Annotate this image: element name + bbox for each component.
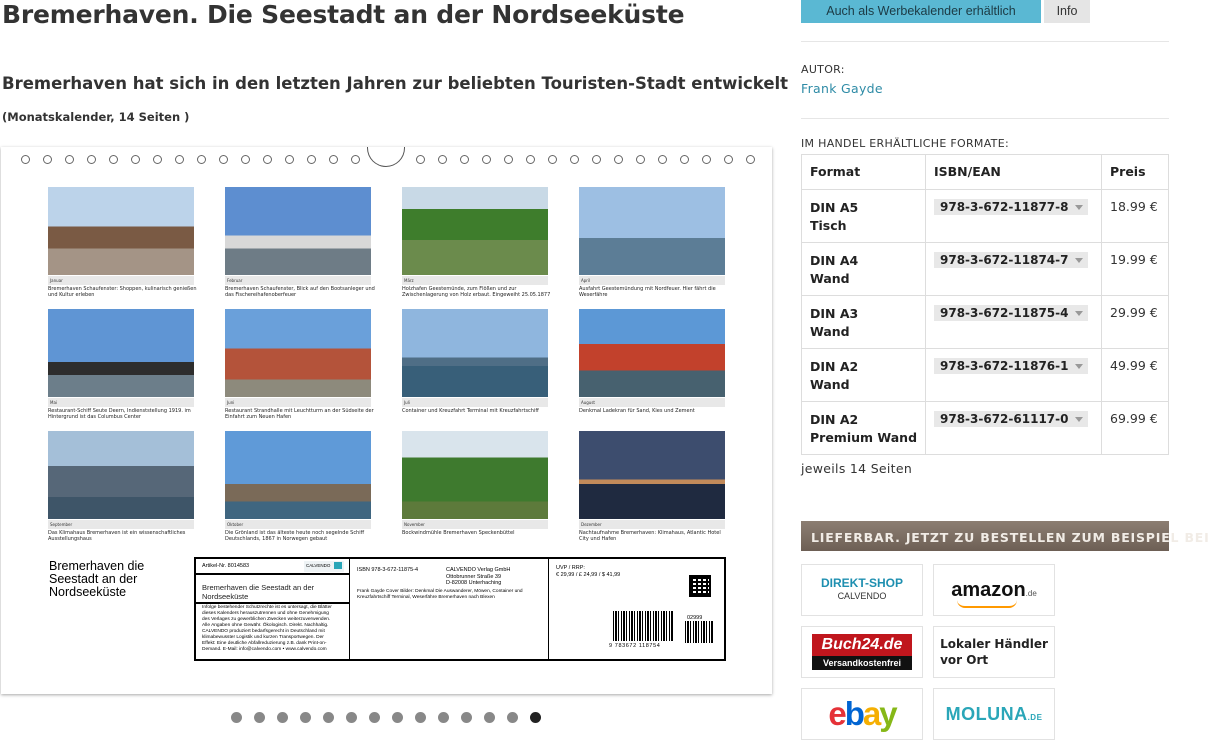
chevron-down-icon xyxy=(1075,417,1083,422)
month-caption: Bremerhaven Schaufenster, Blick auf den Bootsanleger und das Fischereihafenoberfeuer xyxy=(225,286,375,298)
chevron-down-icon xyxy=(1075,364,1083,369)
product-format-line: (Monatskalender, 14 Seiten ) xyxy=(2,110,190,124)
ebay-letter: a xyxy=(862,695,880,732)
price-cell: 29.99 € xyxy=(1102,296,1169,349)
binding-ring-icon xyxy=(526,155,535,164)
binding-ring-icon xyxy=(504,155,513,164)
month-caption: Denkmal Ladekran für Sand, Kies und Zement xyxy=(579,408,695,414)
pagination-dot[interactable] xyxy=(300,712,311,723)
month-date-strip: Januar xyxy=(48,276,194,285)
calendar-month-juli xyxy=(402,309,550,414)
binding-ring-icon xyxy=(351,155,360,164)
pagination-dot[interactable] xyxy=(461,712,472,723)
pagination-dot[interactable] xyxy=(369,712,380,723)
binding-ring-icon xyxy=(21,155,30,164)
binding-ring-icon xyxy=(175,155,184,164)
binding-ring-icon xyxy=(43,155,52,164)
month-caption: Das Klimahaus Bremerhaven ist ein wissenschaftliches Ausstellungshaus xyxy=(48,530,186,542)
info-button[interactable]: Info xyxy=(1044,0,1090,23)
chevron-down-icon xyxy=(1075,205,1083,210)
binding-ring-icon xyxy=(592,155,601,164)
back-code-small: 02999 xyxy=(687,615,703,621)
calendar-preview-image[interactable] xyxy=(1,147,772,694)
month-photo-harbor-tower xyxy=(225,187,371,275)
shop-direkt-calvendo[interactable] xyxy=(801,564,923,616)
calendar-month-dezember xyxy=(579,431,727,542)
binding-ring-icon xyxy=(109,155,118,164)
pagination-dot[interactable] xyxy=(323,712,334,723)
header-isbn: ISBN/EAN xyxy=(926,155,1102,190)
calendar-cover-title: Bremerhaven die Seestadt an der Nordseeküste xyxy=(49,559,145,599)
format-cell xyxy=(802,243,926,296)
month-caption: Container und Kreuzfahrt Terminal mit Kreuzfahrtschiff xyxy=(402,408,539,414)
binding-ring-icon xyxy=(285,155,294,164)
month-photo-windmill xyxy=(402,431,548,519)
calendar-back-publisher-box xyxy=(350,557,550,661)
author-label: AUTOR: xyxy=(801,63,845,76)
isbn-dropdown[interactable]: 978-3-672-61117-0 xyxy=(934,411,1088,427)
formats-table xyxy=(801,154,1169,455)
isbn-dropdown[interactable]: 978-3-672-11875-4 xyxy=(934,305,1088,321)
direkt-shop-sub: CALVENDO xyxy=(837,591,887,601)
pagination-dot[interactable] xyxy=(346,712,357,723)
back-publisher: CALVENDO Verlag GmbH Ottobrunner Straße 39 D-82008 Unterhaching xyxy=(446,567,511,586)
isbn-dropdown[interactable]: 978-3-672-11876-1 xyxy=(934,358,1088,374)
binding-ring-icon xyxy=(263,155,272,164)
isbn-dropdown[interactable]: 978-3-672-11877-8 xyxy=(934,199,1088,215)
month-date-strip: Dezember xyxy=(579,520,725,529)
calendar-month-oktober xyxy=(225,431,373,542)
divider xyxy=(801,41,1169,42)
month-date-strip: September xyxy=(48,520,194,529)
shop-buch24[interactable] xyxy=(801,626,923,678)
format-row xyxy=(802,190,1169,243)
format-name: DIN A2 Wand xyxy=(810,359,859,392)
price-cell: 19.99 € xyxy=(1102,243,1169,296)
amazon-logo xyxy=(951,579,1037,602)
isbn-cell xyxy=(926,296,1102,349)
binding-ring-icon xyxy=(680,155,689,164)
back-credits: Frank Gayde Cover Bilder: Denkmal Die Auswanderer, Möwen, Container und Kreuzfahrtschiff Terminal, Weserfähre Bremerhaven nach Blexen xyxy=(357,589,523,600)
calendar-month-mai xyxy=(48,309,196,420)
back-isbn: ISBN 978-3-672-11875-4 xyxy=(357,567,419,573)
shop-lokaler-haendler[interactable] xyxy=(933,626,1055,678)
formats-label: IM HANDEL ERHÄLTLICHE FORMATE: xyxy=(801,137,1009,150)
calendar-month-juni xyxy=(225,309,373,420)
month-date-strip: Juni xyxy=(225,398,371,407)
chevron-down-icon xyxy=(1075,258,1083,263)
month-caption: Bremerhaven Schaufenster: Shoppen, kulinarisch genießen und Kultur erleben xyxy=(48,286,197,298)
format-name: DIN A2 Premium Wand xyxy=(810,412,918,445)
calvendo-logo-text: CALVENDO xyxy=(306,563,331,568)
pagination-dot[interactable] xyxy=(530,712,541,723)
formats-table-header xyxy=(802,155,1169,190)
month-caption: Die Grönland ist das älteste heute noch segelnde Schiff Deutschlands, 1867 in Norwegen gebaut xyxy=(225,530,365,542)
calendar-month-november xyxy=(402,431,550,536)
calendar-month-januar xyxy=(48,187,196,298)
month-date-strip: Oktober xyxy=(225,520,371,529)
month-date-strip: November xyxy=(402,520,548,529)
article-number: Artikel-Nr. 8014583 xyxy=(202,563,250,569)
amazon-smile-icon xyxy=(957,600,1017,608)
isbn-cell xyxy=(926,243,1102,296)
pagination-dot[interactable] xyxy=(392,712,403,723)
ebay-letter: b xyxy=(844,695,863,732)
calvendo-logo-mark xyxy=(334,562,342,569)
binding-ring-icon xyxy=(219,155,228,164)
pages-note: jeweils 14 Seiten xyxy=(801,461,913,476)
binding-ring-icon xyxy=(307,155,316,164)
month-caption: Bockwindmühle Bremerhaven Speckenbüttel xyxy=(402,530,515,536)
moluna-label: MOLUNA xyxy=(945,703,1028,724)
month-photo-night xyxy=(579,431,725,519)
werbekalender-button[interactable]: Auch als Werbekalender erhältlich xyxy=(801,0,1041,23)
binding-ring-icon xyxy=(87,155,96,164)
format-cell xyxy=(802,349,926,402)
buch24-logo xyxy=(812,634,912,670)
binding-ring-icon xyxy=(658,155,667,164)
binding-ring-icon xyxy=(570,155,579,164)
pagination-dot[interactable] xyxy=(254,712,265,723)
month-photo-container xyxy=(402,309,548,397)
month-date-strip: April xyxy=(579,276,725,285)
month-photo-park-lake xyxy=(402,187,548,275)
binding-ring-icon xyxy=(65,155,74,164)
month-caption: Restaurant Strandhalle mit Leuchtturm an der Südseite der Einfahrt zum Neuen Hafen xyxy=(225,408,374,420)
month-photo-promenade xyxy=(48,187,194,275)
shop-ebay[interactable] xyxy=(801,688,923,740)
pagination-dot[interactable] xyxy=(231,712,242,723)
ean-text: 9 783672 118754 xyxy=(609,643,661,649)
format-row xyxy=(802,402,1169,455)
month-date-strip: März xyxy=(402,276,548,285)
pagination-dot[interactable] xyxy=(277,712,288,723)
calendar-month-märz xyxy=(402,187,550,298)
qr-code xyxy=(689,575,711,597)
direkt-shop-label: DIREKT-SHOP xyxy=(820,576,903,590)
amazon-tld: .de xyxy=(1025,588,1037,598)
ean-barcode-addon xyxy=(685,621,713,643)
binding-ring-icon xyxy=(329,155,338,164)
binding-ring-icon xyxy=(636,155,645,164)
binding-ring-icon xyxy=(548,155,557,164)
calendar-back-price-box xyxy=(549,557,726,661)
divider xyxy=(801,118,1169,119)
pagination-dot[interactable] xyxy=(484,712,495,723)
calendar-month-september xyxy=(48,431,196,542)
buch24-sub: Versandkostenfrei xyxy=(812,656,912,670)
month-photo-tall-ship xyxy=(48,309,194,397)
price-cell: 69.99 € xyxy=(1102,402,1169,455)
pagination-dot[interactable] xyxy=(438,712,449,723)
calendar-month-februar xyxy=(225,187,373,298)
format-cell xyxy=(802,402,926,455)
page-title: Bremerhaven. Die Seestadt an der Nordseeküste xyxy=(2,0,685,29)
format-row xyxy=(802,243,1169,296)
format-name: DIN A5 Tisch xyxy=(810,200,859,233)
pagination-dot[interactable] xyxy=(507,712,518,723)
binding-ring-icon xyxy=(131,155,140,164)
month-caption: Nachtaufnahme Bremerhaven: Klimahaus, Atlantic Hotel City und Hafen xyxy=(579,530,721,542)
month-photo-sail-ship xyxy=(225,431,371,519)
binding-ring-icon xyxy=(197,155,206,164)
back-legal-text: Infolge bestehender Schutzrechte ist es untersagt, die Blätter dieses Kalenders herauszutrennen und ohne Genehmigung des Verlages zu gewerblichen Zwecken weiterzuverwenden. Alle Angaben ohne Gewähr. Ökologisch. Direkt. Nachhaltig. CALVENDO produziert bedarfsgerecht in Deutschland mit klimabewusster Logistik und kurzen Transportwegen. Der Effekt: Eine deutliche Abfallreduzierung z.B. dank Print-on-Demand. E-Mail: info@calvendo.com • www.calvendo.com xyxy=(202,605,332,652)
moluna-logo xyxy=(946,704,1043,725)
month-date-strip: Juli xyxy=(402,398,548,407)
format-cell xyxy=(802,190,926,243)
lokaler-haendler-label: Lokaler Händler vor Ort xyxy=(940,637,1048,667)
format-name: DIN A3 Wand xyxy=(810,306,859,339)
back-uvp: UVP / RRP: € 29,99 / £ 24,99 / $ 41,99 xyxy=(556,565,621,578)
binding-ring-icon xyxy=(438,155,447,164)
isbn-dropdown[interactable]: 978-3-672-11874-7 xyxy=(934,252,1088,268)
isbn-cell xyxy=(926,349,1102,402)
calendar-back-info-box xyxy=(194,557,351,661)
ebay-logo xyxy=(828,695,895,733)
month-caption: Ausfahrt Geestemündung mit Nordfeuer. Hier fährt die Weserfähre xyxy=(579,286,716,298)
month-photo-brick-house xyxy=(225,309,371,397)
month-date-strip: Mai xyxy=(48,398,194,407)
binding-ring-icon xyxy=(416,155,425,164)
month-date-strip: August xyxy=(579,398,725,407)
calvendo-logo xyxy=(304,561,344,572)
month-date-strip: Februar xyxy=(225,276,371,285)
lieferbar-banner: LIEFERBAR. JETZT ZU BESTELLEN ZUM BEISPIEL BEI xyxy=(801,521,1169,551)
month-photo-sea-lighthouse xyxy=(579,187,725,275)
shop-amazon[interactable] xyxy=(933,564,1055,616)
binding-ring-icon xyxy=(614,155,623,164)
amazon-label: amazon xyxy=(951,578,1026,601)
direkt-shop-logo xyxy=(821,577,903,603)
chevron-down-icon xyxy=(1075,311,1083,316)
month-caption: Holzhafen Geestemünde, zum Flößen und zur Zwischenlagerung von Holz erbaut. Eingeweiht 25.05.1877 xyxy=(402,286,551,298)
pagination-dot[interactable] xyxy=(415,712,426,723)
binding-ring-icon xyxy=(241,155,250,164)
header-price: Preis xyxy=(1102,155,1169,190)
format-row xyxy=(802,296,1169,349)
format-cell xyxy=(802,296,926,349)
format-name: DIN A4 Wand xyxy=(810,253,859,286)
binding-ring-icon xyxy=(702,155,711,164)
month-photo-red-crane xyxy=(579,309,725,397)
isbn-cell xyxy=(926,402,1102,455)
header-format: Format xyxy=(802,155,926,190)
calendar-month-august xyxy=(579,309,727,414)
ebay-letter: y xyxy=(879,695,896,732)
product-subtitle: Bremerhaven hat sich in den letzten Jahren zur beliebten Touristen-Stadt entwickelt xyxy=(2,74,789,93)
binding-ring-icon xyxy=(482,155,491,164)
back-title: Bremerhaven die Seestadt an der Nordseeküste xyxy=(202,583,315,601)
month-caption: Restaurant-Schiff Seute Deern, Indienststellung 1919. im Hintergrund ist das Columbus Center xyxy=(48,408,191,420)
price-cell: 18.99 € xyxy=(1102,190,1169,243)
author-link[interactable]: Frank Gayde xyxy=(801,81,883,96)
month-photo-klimahaus xyxy=(48,431,194,519)
binding-ring-icon xyxy=(460,155,469,164)
format-row xyxy=(802,349,1169,402)
price-cell: 49.99 € xyxy=(1102,349,1169,402)
binding-ring-icon xyxy=(724,155,733,164)
binding-ring-icon xyxy=(746,155,755,164)
moluna-tld: .DE xyxy=(1027,712,1043,722)
ean-barcode xyxy=(613,611,673,641)
calendar-month-april xyxy=(579,187,727,298)
shop-moluna[interactable] xyxy=(933,688,1055,740)
buch24-label: Buch24.de xyxy=(812,634,912,656)
ebay-letter: e xyxy=(828,695,845,732)
binding-ring-icon xyxy=(153,155,162,164)
isbn-cell xyxy=(926,190,1102,243)
